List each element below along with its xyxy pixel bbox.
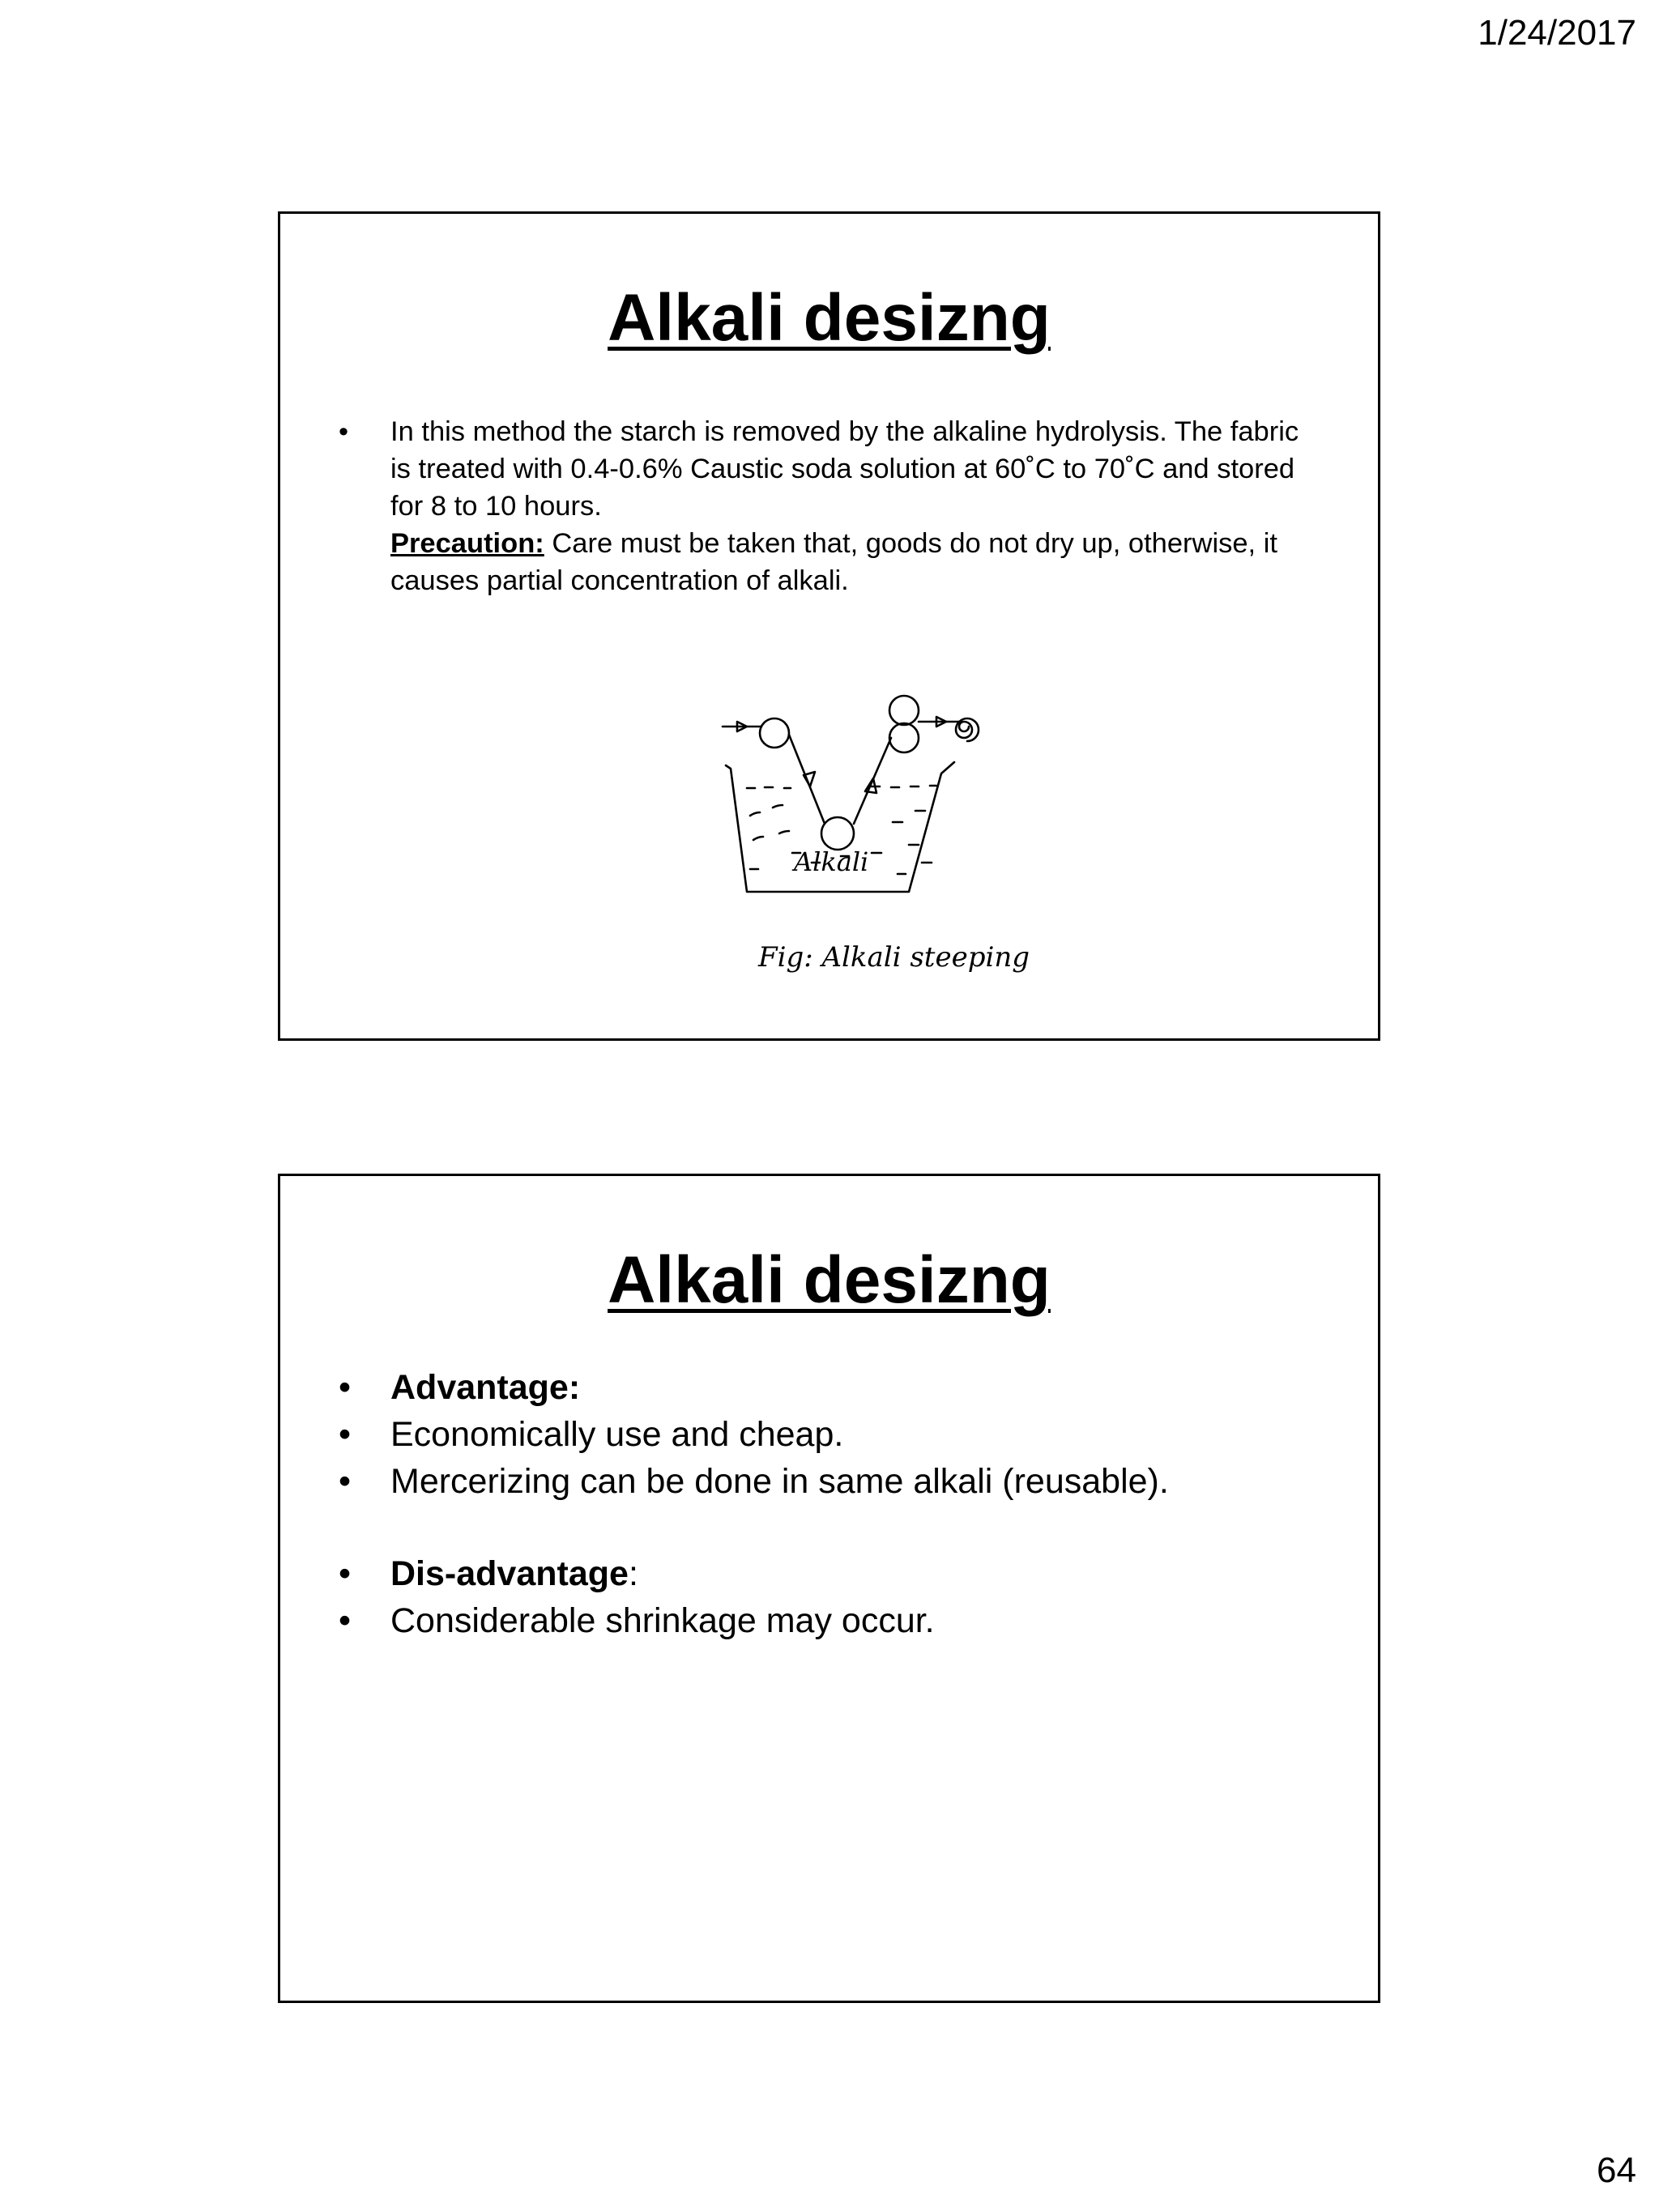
squeeze-roller-bottom (889, 723, 919, 752)
bullet-list (339, 413, 1305, 599)
advantage-item: Economically use and cheap. (390, 1415, 844, 1454)
disadvantage-item: Considerable shrinkage may occur. (390, 1601, 935, 1640)
list-item (339, 1411, 1329, 1458)
fabric-down-arrow (804, 772, 815, 786)
bullet-icon: • (339, 1415, 352, 1454)
list-item (339, 1458, 1329, 1505)
slide-alkali-desizing-method (278, 211, 1380, 1041)
disadvantage-heading-row (390, 1550, 1329, 1597)
figure-caption: Fig: Alkali steeping (758, 941, 1030, 974)
method-description: In this method the starch is removed by the alkaline hydrolysis. The fabric is treated with 0.4-0.6% Caustic soda solution at 60˚C to 70˚C and stored for 8 to 10 hours. (390, 416, 1299, 522)
page-date: 1/24/2017 (1478, 13, 1636, 53)
slide-title: Alkali desizng (608, 281, 1051, 355)
list-item (339, 1550, 1329, 1597)
disadvantage-heading: Dis-advantage (390, 1554, 629, 1593)
advantage-heading: Advantage: (390, 1368, 581, 1407)
bullet-icon: • (339, 1462, 352, 1501)
precaution-label: Precaution: (390, 528, 544, 559)
slide-alkali-desizing-pros-cons (278, 1174, 1380, 2003)
list-item (339, 1364, 1329, 1411)
immersion-roller (821, 817, 854, 850)
batching-roll (956, 718, 979, 741)
bullet-body (390, 413, 1305, 599)
bullet-list (339, 1364, 1329, 1644)
precaution-text: Care must be taken that, goods do not dry up, otherwise, it causes partial concentration of alkali. (390, 528, 1277, 596)
advantage-item: Mercerizing can be done in same alkali (reusable). (390, 1462, 1169, 1501)
bullet-icon: • (339, 1368, 352, 1407)
bullet-icon: • (339, 1554, 352, 1593)
page-number: 64 (1597, 2150, 1636, 2190)
guide-roller-1 (760, 718, 789, 748)
list-item (339, 413, 1305, 599)
bullet-icon: • (339, 416, 349, 447)
squeeze-roller-top (889, 696, 919, 725)
liquid-surface (747, 786, 936, 788)
slide-title: Alkali desizng (608, 1243, 1051, 1317)
bullet-icon: • (339, 1601, 352, 1640)
list-item (339, 1597, 1329, 1644)
tank-label: Alkali (794, 846, 869, 877)
disadvantage-colon: : (628, 1554, 638, 1593)
